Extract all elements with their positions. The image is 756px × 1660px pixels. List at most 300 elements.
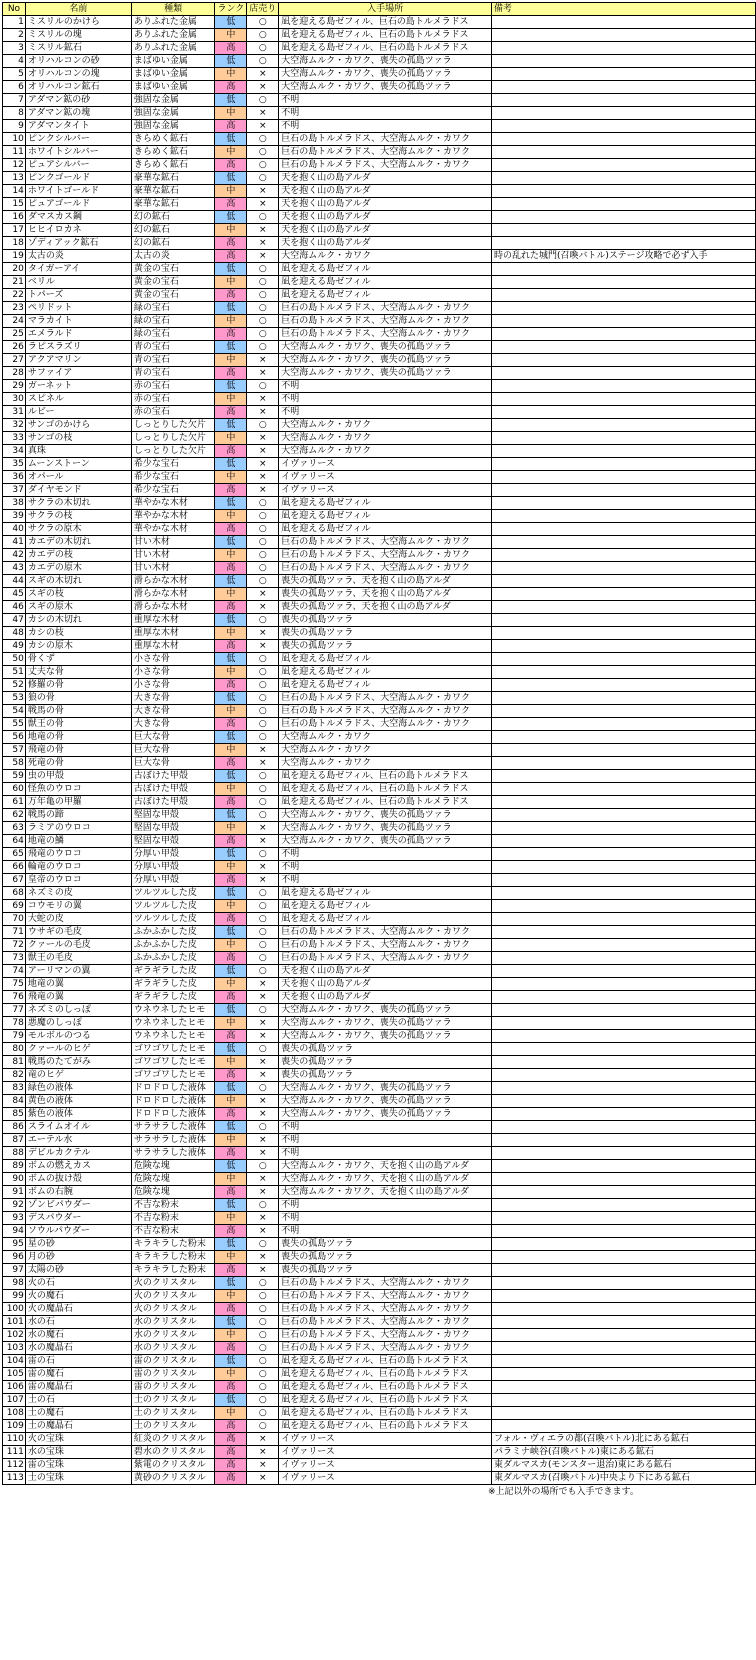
cell-location: 喪失の孤島ツァラ、天を抱く山の島アルダ: [279, 575, 492, 588]
cell-note: [492, 497, 756, 510]
cell-type: サラサラした液体: [131, 1134, 215, 1147]
cell-no: 56: [3, 731, 26, 744]
cell-shop: ○: [247, 770, 279, 783]
cell-location: 凪を迎える島ゼフィル、巨石の島トルメラドス: [279, 42, 492, 55]
cell-shop: ○: [247, 55, 279, 68]
cell-shop: ○: [247, 900, 279, 913]
table-row: [3, 315, 756, 328]
cell-note: [492, 55, 756, 68]
cell-rank: 中: [215, 1368, 247, 1381]
cell-rank: 低: [215, 458, 247, 471]
cell-note: フォル・ヴィエラの都(召喚バトル)北にある鉱石: [492, 1433, 756, 1446]
cell-location: 凪を迎える島ゼフィル、巨石の島トルメラドス: [279, 1394, 492, 1407]
cell-location: 天を抱く山の島アルダ: [279, 965, 492, 978]
cell-shop: ○: [247, 42, 279, 55]
cell-name: 飛竜のウロコ: [25, 848, 131, 861]
cell-name: 水の魔晶石: [25, 1342, 131, 1355]
cell-location: 凪を迎える島ゼフィル: [279, 679, 492, 692]
cell-name: 丈夫な骨: [25, 666, 131, 679]
cell-rank: 高: [215, 250, 247, 263]
cell-rank: 中: [215, 1251, 247, 1264]
cell-rank: 低: [215, 614, 247, 627]
cell-name: 土の魔石: [25, 1407, 131, 1420]
cell-note: [492, 835, 756, 848]
cell-no: 66: [3, 861, 26, 874]
cell-type: 危険な塊: [131, 1160, 215, 1173]
table-row: [3, 523, 756, 536]
cell-name: モルボルのつる: [25, 1030, 131, 1043]
table-row: [3, 445, 756, 458]
cell-name: ガーネット: [25, 380, 131, 393]
cell-location: 凪を迎える島ゼフィル: [279, 276, 492, 289]
cell-note: [492, 1043, 756, 1056]
cell-shop: ×: [247, 458, 279, 471]
cell-note: [492, 822, 756, 835]
table-row: [3, 952, 756, 965]
cell-shop: ○: [247, 926, 279, 939]
cell-location: 巨石の島トルメラドス、大空海ムルク・カワク: [279, 926, 492, 939]
cell-rank: 中: [215, 107, 247, 120]
cell-rank: 低: [215, 133, 247, 146]
cell-name: ソウルパウダー: [25, 1225, 131, 1238]
cell-location: 不明: [279, 406, 492, 419]
cell-shop: ○: [247, 1394, 279, 1407]
cell-note: [492, 1108, 756, 1121]
cell-name: 戦馬の骨: [25, 705, 131, 718]
cell-no: 92: [3, 1199, 26, 1212]
cell-type: 黄金の宝石: [131, 276, 215, 289]
cell-location: 巨石の島トルメラドス、大空海ムルク・カワク: [279, 562, 492, 575]
cell-rank: 高: [215, 913, 247, 926]
cell-note: [492, 666, 756, 679]
cell-shop: ○: [247, 315, 279, 328]
table-row: [3, 978, 756, 991]
cell-note: [492, 536, 756, 549]
cell-no: 111: [3, 1446, 26, 1459]
cell-type: 雷のクリスタル: [131, 1368, 215, 1381]
cell-name: カエデの原木: [25, 562, 131, 575]
cell-no: 103: [3, 1342, 26, 1355]
cell-shop: ×: [247, 224, 279, 237]
cell-location: 巨石の島トルメラドス、大空海ムルク・カワク: [279, 692, 492, 705]
cell-shop: ○: [247, 289, 279, 302]
cell-shop: ○: [247, 341, 279, 354]
cell-rank: 低: [215, 692, 247, 705]
cell-note: パラミナ峡谷(召喚バトル)東にある鉱石: [492, 1446, 756, 1459]
cell-no: 34: [3, 445, 26, 458]
cell-note: [492, 1342, 756, 1355]
cell-note: [492, 1251, 756, 1264]
cell-shop: ○: [247, 562, 279, 575]
cell-note: [492, 432, 756, 445]
cell-rank: 低: [215, 536, 247, 549]
table-row: [3, 887, 756, 900]
cell-location: 凪を迎える島ゼフィル: [279, 510, 492, 523]
table-row: [3, 133, 756, 146]
cell-rank: 低: [215, 770, 247, 783]
cell-type: 不吉な粉末: [131, 1199, 215, 1212]
cell-name: 土の魔晶石: [25, 1420, 131, 1433]
cell-location: 大空海ムルク・カワク、喪失の孤島ツァラ: [279, 1095, 492, 1108]
cell-shop: ×: [247, 1173, 279, 1186]
cell-type: 碧水のクリスタル: [131, 1446, 215, 1459]
cell-type: ふかふかした皮: [131, 952, 215, 965]
cell-no: 86: [3, 1121, 26, 1134]
cell-no: 100: [3, 1303, 26, 1316]
cell-note: [492, 744, 756, 757]
cell-rank: 高: [215, 198, 247, 211]
cell-type: 太古の炎: [131, 250, 215, 263]
cell-note: [492, 1264, 756, 1277]
cell-name: オリハルコンの塊: [25, 68, 131, 81]
cell-no: 107: [3, 1394, 26, 1407]
cell-location: 喪失の孤島ツァラ、天を抱く山の島アルダ: [279, 601, 492, 614]
cell-type: 甘い木材: [131, 549, 215, 562]
cell-shop: ○: [247, 536, 279, 549]
cell-shop: ×: [247, 237, 279, 250]
cell-type: 土のクリスタル: [131, 1420, 215, 1433]
cell-shop: ×: [247, 1017, 279, 1030]
table-row: [3, 770, 756, 783]
cell-shop: ×: [247, 198, 279, 211]
cell-name: サンゴの枝: [25, 432, 131, 445]
cell-name: カエデの枝: [25, 549, 131, 562]
cell-type: 火のクリスタル: [131, 1290, 215, 1303]
cell-note: [492, 484, 756, 497]
cell-type: 重厚な木材: [131, 640, 215, 653]
cell-rank: 中: [215, 1095, 247, 1108]
cell-shop: ○: [247, 1238, 279, 1251]
cell-location: 不明: [279, 1147, 492, 1160]
table-row: [3, 1394, 756, 1407]
cell-type: 巨大な骨: [131, 757, 215, 770]
cell-shop: ×: [247, 1186, 279, 1199]
cell-type: 古ぼけた甲殻: [131, 783, 215, 796]
table-row: [3, 94, 756, 107]
cell-shop: ○: [247, 133, 279, 146]
cell-no: 41: [3, 536, 26, 549]
cell-no: 97: [3, 1264, 26, 1277]
item-table: [2, 2, 756, 1485]
cell-type: 分厚い甲殻: [131, 848, 215, 861]
cell-type: 堅固な甲殻: [131, 835, 215, 848]
cell-no: 98: [3, 1277, 26, 1290]
cell-no: 35: [3, 458, 26, 471]
cell-rank: 高: [215, 562, 247, 575]
cell-rank: 高: [215, 120, 247, 133]
cell-note: [492, 237, 756, 250]
cell-shop: ○: [247, 549, 279, 562]
table-row: [3, 861, 756, 874]
cell-location: 不明: [279, 120, 492, 133]
cell-note: [492, 1121, 756, 1134]
cell-location: 凪を迎える島ゼフィル: [279, 497, 492, 510]
cell-type: 小さな骨: [131, 653, 215, 666]
cell-note: [492, 848, 756, 861]
cell-type: しっとりした欠片: [131, 432, 215, 445]
cell-no: 23: [3, 302, 26, 315]
cell-type: 緑の宝石: [131, 302, 215, 315]
cell-shop: ○: [247, 1381, 279, 1394]
cell-type: 大きな骨: [131, 692, 215, 705]
cell-location: 大空海ムルク・カワク: [279, 432, 492, 445]
cell-shop: ○: [247, 1277, 279, 1290]
cell-no: 93: [3, 1212, 26, 1225]
cell-note: [492, 42, 756, 55]
cell-no: 31: [3, 406, 26, 419]
table-row: [3, 1264, 756, 1277]
cell-no: 102: [3, 1329, 26, 1342]
cell-name: ピンクゴールド: [25, 172, 131, 185]
table-row: [3, 68, 756, 81]
cell-no: 5: [3, 68, 26, 81]
cell-rank: 高: [215, 1433, 247, 1446]
cell-shop: ×: [247, 1212, 279, 1225]
table-row: [3, 601, 756, 614]
cell-shop: ×: [247, 393, 279, 406]
cell-shop: ×: [247, 991, 279, 1004]
cell-name: ボムの右腕: [25, 1186, 131, 1199]
cell-type: 雷のクリスタル: [131, 1355, 215, 1368]
table-row: [3, 16, 756, 29]
cell-location: 喪失の孤島ツァラ: [279, 1056, 492, 1069]
cell-no: 70: [3, 913, 26, 926]
cell-rank: 高: [215, 367, 247, 380]
cell-name: 地竜の翼: [25, 978, 131, 991]
cell-shop: ○: [247, 497, 279, 510]
cell-name: サクラの木切れ: [25, 497, 131, 510]
cell-name: アダマンタイト: [25, 120, 131, 133]
table-row: [3, 484, 756, 497]
cell-type: 希少な宝石: [131, 484, 215, 497]
cell-rank: 低: [215, 809, 247, 822]
cell-no: 95: [3, 1238, 26, 1251]
cell-rank: 低: [215, 419, 247, 432]
cell-shop: ×: [247, 1459, 279, 1472]
cell-location: 大空海ムルク・カワク、天を抱く山の島アルダ: [279, 1160, 492, 1173]
cell-name: アダマン鉱の塊: [25, 107, 131, 120]
cell-note: [492, 1394, 756, 1407]
table-row: [3, 224, 756, 237]
cell-type: 土のクリスタル: [131, 1407, 215, 1420]
table-row: [3, 848, 756, 861]
cell-location: 喪失の孤島ツァラ: [279, 1238, 492, 1251]
cell-rank: 低: [215, 1277, 247, 1290]
cell-no: 104: [3, 1355, 26, 1368]
cell-type: 重厚な木材: [131, 614, 215, 627]
cell-shop: ×: [247, 185, 279, 198]
cell-type: 強固な金属: [131, 120, 215, 133]
cell-location: 不明: [279, 1199, 492, 1212]
cell-rank: 中: [215, 1056, 247, 1069]
cell-no: 85: [3, 1108, 26, 1121]
cell-note: [492, 263, 756, 276]
cell-location: 大空海ムルク・カワク、喪失の孤島ツァラ: [279, 55, 492, 68]
cell-no: 27: [3, 354, 26, 367]
cell-no: 72: [3, 939, 26, 952]
cell-note: [492, 380, 756, 393]
cell-shop: ×: [247, 1433, 279, 1446]
table-row: [3, 146, 756, 159]
cell-type: 希少な宝石: [131, 458, 215, 471]
cell-name: サクラの枝: [25, 510, 131, 523]
cell-rank: 中: [215, 939, 247, 952]
cell-type: 火のクリスタル: [131, 1303, 215, 1316]
cell-no: 21: [3, 276, 26, 289]
cell-type: ギラギラした皮: [131, 991, 215, 1004]
cell-location: 大空海ムルク・カワク、喪失の孤島ツァラ: [279, 835, 492, 848]
cell-rank: 高: [215, 874, 247, 887]
cell-note: 東ダルマスカ(モンスター退治)東にある鉱石: [492, 1459, 756, 1472]
cell-note: [492, 614, 756, 627]
cell-type: 古ぼけた甲殻: [131, 770, 215, 783]
cell-note: [492, 1095, 756, 1108]
cell-location: 喪失の孤島ツァラ、天を抱く山の島アルダ: [279, 588, 492, 601]
cell-rank: 低: [215, 1121, 247, 1134]
cell-name: ペリドット: [25, 302, 131, 315]
cell-shop: ○: [247, 211, 279, 224]
cell-type: 小さな骨: [131, 666, 215, 679]
table-row: [3, 549, 756, 562]
table-row: [3, 1108, 756, 1121]
cell-rank: 中: [215, 185, 247, 198]
cell-no: 12: [3, 159, 26, 172]
cell-rank: 低: [215, 302, 247, 315]
cell-note: [492, 627, 756, 640]
cell-rank: 中: [215, 1134, 247, 1147]
cell-note: [492, 1030, 756, 1043]
cell-name: タイガーアイ: [25, 263, 131, 276]
table-row: [3, 1056, 756, 1069]
cell-name: アーリマンの翼: [25, 965, 131, 978]
cell-shop: ○: [247, 653, 279, 666]
cell-rank: 高: [215, 991, 247, 1004]
cell-no: 49: [3, 640, 26, 653]
cell-no: 24: [3, 315, 26, 328]
cell-rank: 低: [215, 211, 247, 224]
cell-rank: 中: [215, 666, 247, 679]
cell-name: トパーズ: [25, 289, 131, 302]
cell-no: 65: [3, 848, 26, 861]
cell-shop: ×: [247, 354, 279, 367]
cell-name: 飛竜の翼: [25, 991, 131, 1004]
table-row: [3, 510, 756, 523]
cell-shop: ○: [247, 1420, 279, 1433]
table-row: [3, 367, 756, 380]
cell-shop: ○: [247, 1303, 279, 1316]
cell-note: [492, 653, 756, 666]
cell-rank: 低: [215, 263, 247, 276]
cell-name: カシの枝: [25, 627, 131, 640]
cell-name: デスパウダー: [25, 1212, 131, 1225]
cell-name: エメラルド: [25, 328, 131, 341]
cell-name: 火の宝珠: [25, 1433, 131, 1446]
cell-name: ダマスカス鋼: [25, 211, 131, 224]
cell-rank: 中: [215, 744, 247, 757]
cell-location: 大空海ムルク・カワク、喪失の孤島ツァラ: [279, 822, 492, 835]
cell-type: 不吉な粉末: [131, 1212, 215, 1225]
cell-shop: ○: [247, 523, 279, 536]
cell-rank: 高: [215, 1420, 247, 1433]
cell-type: 土のクリスタル: [131, 1394, 215, 1407]
cell-note: [492, 1381, 756, 1394]
cell-name: ラピスラズリ: [25, 341, 131, 354]
cell-note: 東ダルマスカ(召喚バトル)中央より下にある鉱石: [492, 1472, 756, 1485]
cell-type: 青の宝石: [131, 354, 215, 367]
cell-shop: ○: [247, 276, 279, 289]
cell-shop: ○: [247, 1316, 279, 1329]
cell-location: 凪を迎える島ゼフィル、巨石の島トルメラドス: [279, 1381, 492, 1394]
table-row: [3, 588, 756, 601]
cell-rank: 低: [215, 731, 247, 744]
cell-type: ありふれた金属: [131, 16, 215, 29]
cell-no: 8: [3, 107, 26, 120]
cell-rank: 中: [215, 588, 247, 601]
cell-no: 57: [3, 744, 26, 757]
cell-location: 大空海ムルク・カワク、喪失の孤島ツァラ: [279, 341, 492, 354]
cell-rank: 低: [215, 887, 247, 900]
cell-note: [492, 419, 756, 432]
cell-name: ルビー: [25, 406, 131, 419]
header-row: [3, 3, 756, 16]
cell-type: 強固な金属: [131, 94, 215, 107]
cell-name: ラミアのウロコ: [25, 822, 131, 835]
cell-name: 水の魔石: [25, 1329, 131, 1342]
cell-rank: 低: [215, 1160, 247, 1173]
cell-no: 17: [3, 224, 26, 237]
cell-type: 希少な宝石: [131, 471, 215, 484]
cell-rank: 低: [215, 172, 247, 185]
cell-note: [492, 198, 756, 211]
cell-type: 豪華な鉱石: [131, 198, 215, 211]
cell-name: 月の砂: [25, 1251, 131, 1264]
cell-no: 99: [3, 1290, 26, 1303]
cell-shop: ○: [247, 419, 279, 432]
cell-type: ふかふかした皮: [131, 926, 215, 939]
cell-note: [492, 809, 756, 822]
cell-location: イヴァリース: [279, 1433, 492, 1446]
table-row: [3, 81, 756, 94]
table-row: [3, 380, 756, 393]
cell-location: 不明: [279, 393, 492, 406]
cell-note: [492, 328, 756, 341]
cell-type: 堅固な甲殻: [131, 822, 215, 835]
cell-location: 凪を迎える島ゼフィル、巨石の島トルメラドス: [279, 1420, 492, 1433]
cell-no: 53: [3, 692, 26, 705]
cell-type: キラキラした粉末: [131, 1264, 215, 1277]
cell-rank: 高: [215, 42, 247, 55]
cell-location: 不明: [279, 1225, 492, 1238]
table-row: [3, 1251, 756, 1264]
cell-shop: ×: [247, 861, 279, 874]
cell-note: [492, 978, 756, 991]
cell-name: 雷の魔晶石: [25, 1381, 131, 1394]
cell-shop: ○: [247, 1004, 279, 1017]
cell-no: 3: [3, 42, 26, 55]
cell-rank: 高: [215, 1264, 247, 1277]
cell-name: 戦馬のたてがみ: [25, 1056, 131, 1069]
cell-location: 天を抱く山の島アルダ: [279, 211, 492, 224]
cell-note: [492, 900, 756, 913]
cell-type: しっとりした欠片: [131, 445, 215, 458]
cell-note: [492, 887, 756, 900]
cell-type: 強固な金属: [131, 107, 215, 120]
cell-rank: 高: [215, 757, 247, 770]
cell-type: 豪華な鉱石: [131, 185, 215, 198]
cell-location: 巨石の島トルメラドス、大空海ムルク・カワク: [279, 1277, 492, 1290]
cell-name: 火の魔晶石: [25, 1303, 131, 1316]
cell-location: イヴァリース: [279, 1446, 492, 1459]
